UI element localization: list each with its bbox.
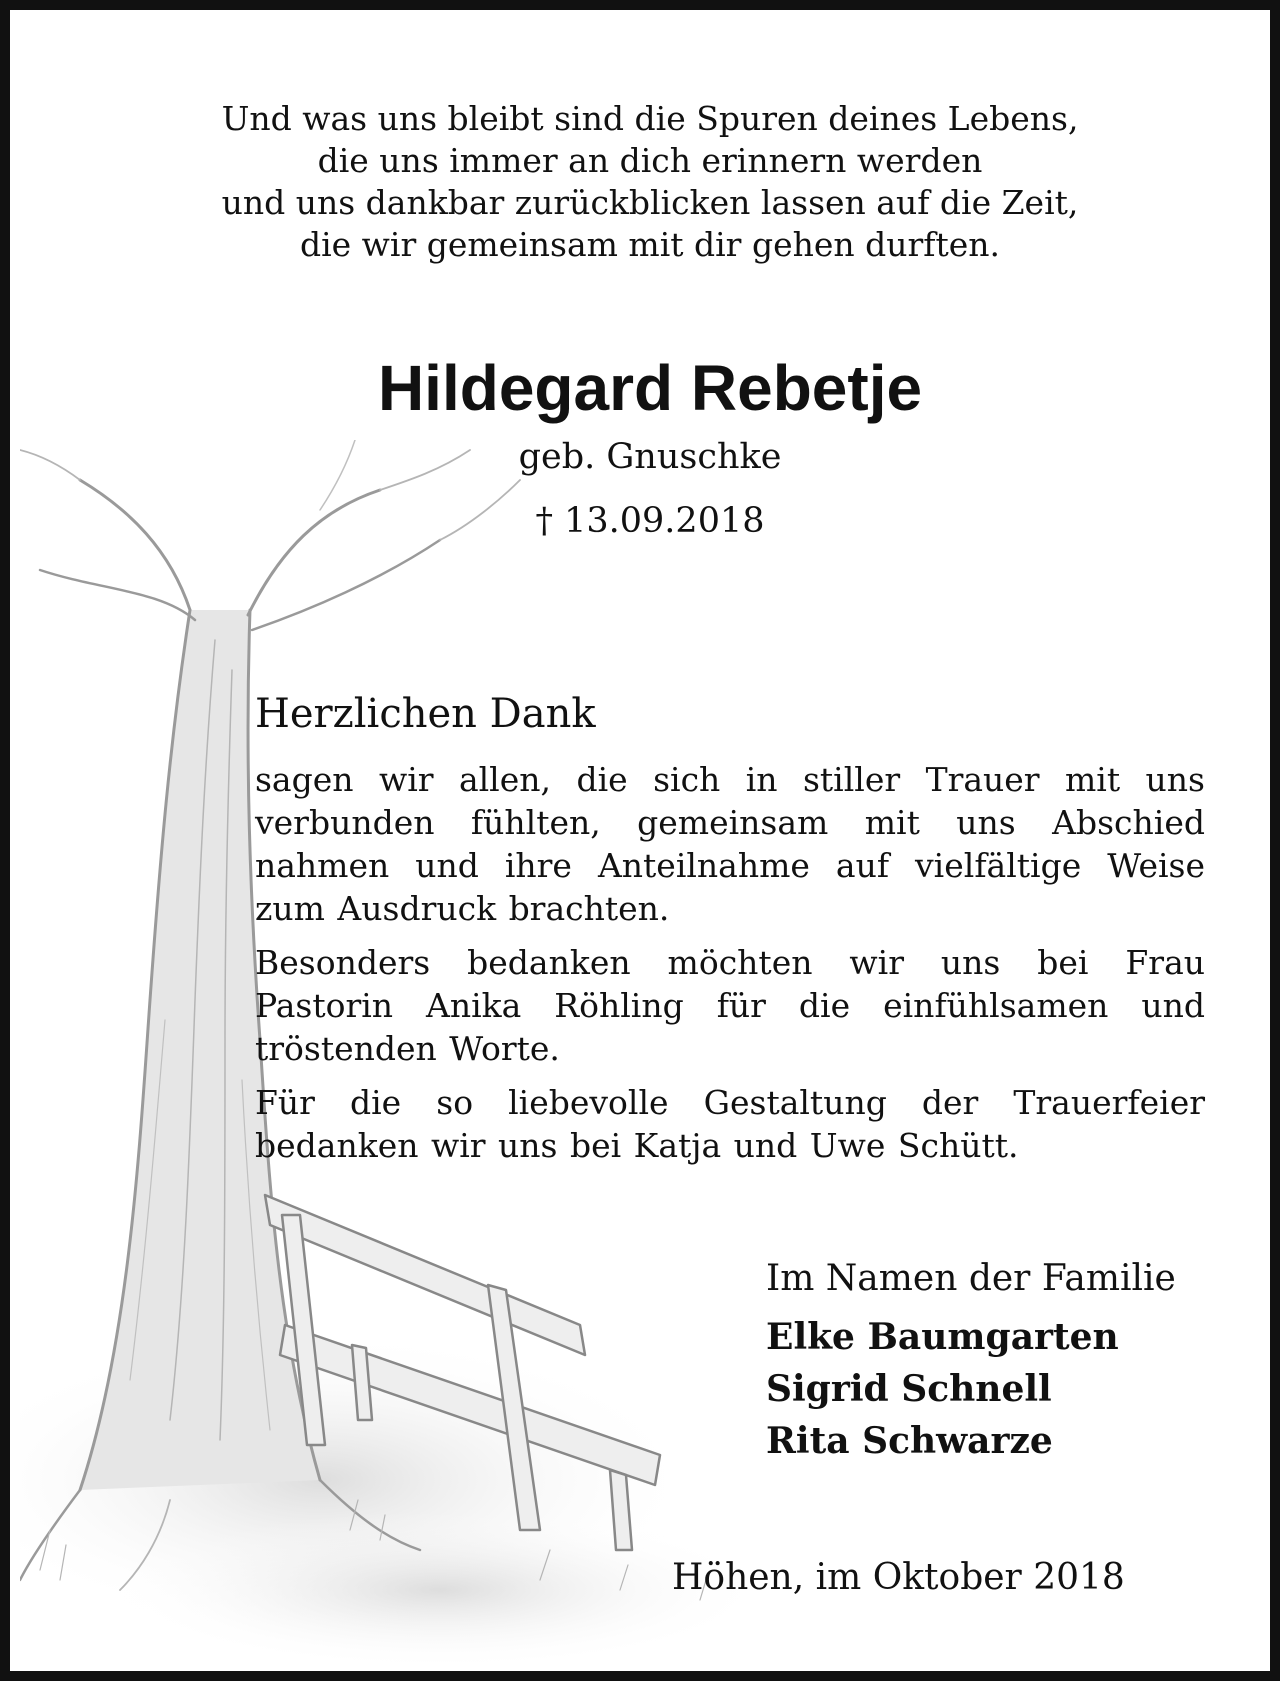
signature-name: Elke Baumgarten (766, 1316, 1119, 1358)
signature-intro: Im Namen der Familie (766, 1258, 1176, 1299)
signature-name: Rita Schwarze (766, 1420, 1053, 1462)
memorial-poem (140, 98, 1160, 266)
thanks-paragraph: Für die so liebevolle Gestaltung der Trauerfeier bedanken wir uns bei Katja und Uwe Schütt. (255, 1083, 1205, 1165)
signature-name: Sigrid Schnell (766, 1368, 1052, 1410)
thanks-text (255, 758, 1205, 1167)
thanks-heading: Herzlichen Dank (255, 691, 596, 737)
deceased-name: Hildegard Rebetje (377, 352, 923, 424)
family-signature (766, 1255, 1216, 1467)
maiden-name: geb. Gnuschke (518, 437, 782, 477)
place-and-date: Höhen, im Oktober 2018 (672, 1557, 1125, 1598)
thanks-paragraph: Besonders bedanken möchten wir uns bei Frau Pastorin Anika Röhling für die einfühlsamen und tröstenden Worte. (255, 943, 1205, 1068)
poem-line: Und was uns bleibt sind die Spuren deines Lebens, (221, 99, 1079, 138)
poem-line: die uns immer an dich erinnern werden (317, 141, 983, 180)
thanks-paragraph: sagen wir allen, die sich in stiller Trauer mit uns verbunden fühlten, gemeinsam mit uns Abschied nahmen und ihre Anteilnahme auf vielfältige Weise zum Ausdruck brachten. (255, 760, 1205, 928)
death-date: † 13.09.2018 (535, 501, 765, 541)
poem-line: die wir gemeinsam mit dir gehen durften. (299, 225, 1001, 264)
poem-line: und uns dankbar zurückblicken lassen auf die Zeit, (221, 183, 1079, 222)
